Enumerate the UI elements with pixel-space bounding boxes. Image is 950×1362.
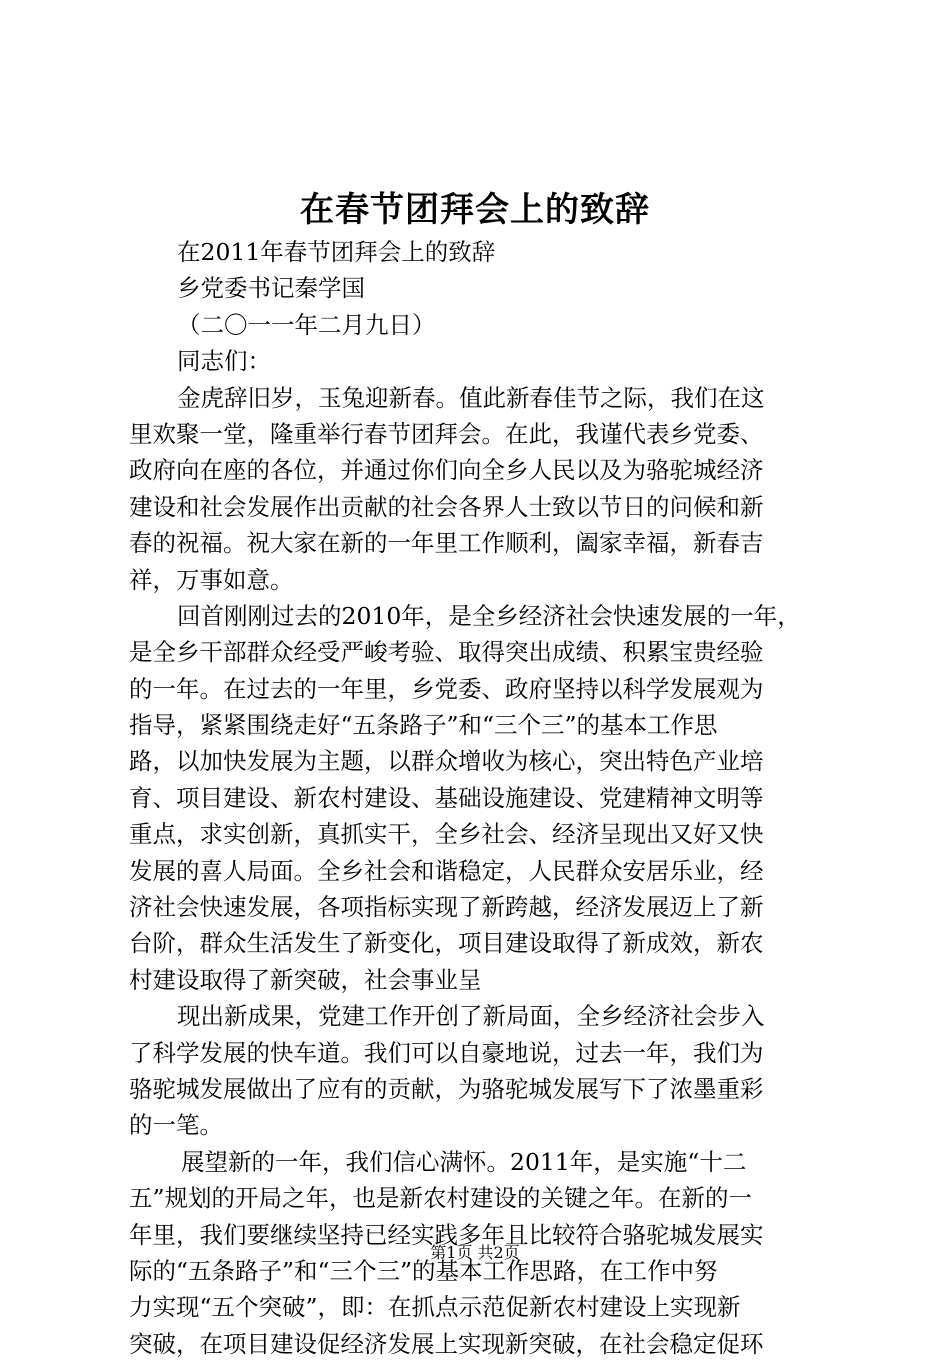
text-line: 在2011年春节团拜会上的致辞: [177, 238, 496, 266]
text-line: 突破，在项目建设促经济发展上实现新突破，在社会稳定促环: [129, 1329, 764, 1358]
document-title: 在春节团拜会上的致辞: [300, 190, 650, 230]
document-body: [129, 234, 829, 1362]
text-line: 台阶，群众生活发生了新变化，项目建设取得了新成效，新农: [129, 929, 764, 958]
text-line: 的一笔。: [129, 1111, 223, 1140]
text-line: 年里，我们要继续坚持已经实践多年且比较符合骆驼城发展实: [129, 1220, 764, 1249]
text-line: 政府向在座的各位，并通过你们向全乡人民以及为骆驼城经济: [129, 456, 764, 485]
text-line: 村建设取得了新突破，社会事业呈: [129, 965, 482, 994]
text-line: （二〇一一年二月九日）: [177, 310, 436, 339]
text-line: 建设和社会发展作出贡献的社会各界人士致以节日的问候和新: [129, 492, 764, 521]
text-line: 指导，紧紧围绕走好“五条路子”和“三个三”的基本工作思: [129, 711, 718, 740]
text-line: 金虎辞旧岁，玉兔迎新春。值此新春佳节之际，我们在这: [177, 383, 765, 412]
text-line: 重点，求实创新，真抓实干，全乡社会、经济呈现出又好又快: [129, 820, 764, 849]
text-line: 骆驼城发展做出了应有的贡献，为骆驼城发展写下了浓墨重彩: [129, 1074, 764, 1103]
text-line: 祥，万事如意。: [129, 565, 294, 594]
text-line: 现出新成果，党建工作开创了新局面，全乡经济社会步入: [177, 1002, 765, 1031]
text-line: 五”规划的开局之年，也是新农村建设的关键之年。在新的一: [129, 1184, 753, 1213]
text-line: 同志们：: [177, 347, 271, 376]
text-line: 是全乡干部群众经受严峻考验、取得突出成绩、积累宝贵经验: [129, 638, 764, 667]
text-line: 济社会快速发展，各项指标实现了新跨越，经济发展迈上了新: [129, 893, 764, 922]
text-line: 路，以加快发展为主题，以群众增收为核心，突出特色产业培: [129, 747, 764, 776]
text-line: 力实现“五个突破”，即：在抓点示范促新农村建设上实现新: [129, 1293, 741, 1322]
text-line: 的一年。在过去的一年里，乡党委、政府坚持以科学发展观为: [129, 674, 764, 703]
text-line: 了科学发展的快车道。我们可以自豪地说，过去一年，我们为: [129, 1038, 764, 1067]
page-footer: 第1页 共2页: [430, 1243, 520, 1262]
text-line: 展望新的一年，我们信心满怀。2011年，是实施“十二: [181, 1147, 747, 1176]
text-line: 育、项目建设、新农村建设、基础设施建设、党建精神文明等: [129, 783, 764, 812]
text-line: 回首刚刚过去的2010年，是全乡经济社会快速发展的一年，: [177, 601, 801, 630]
text-line: 乡党委书记秦学国: [177, 274, 365, 303]
text-line: 际的“五条路子”和“三个三”的基本工作思路，在工作中努: [129, 1256, 718, 1285]
text-line: 里欢聚一堂，隆重举行春节团拜会。在此，我谨代表乡党委、: [129, 419, 764, 448]
text-line: 春的祝福。祝大家在新的一年里工作顺利，阖家幸福，新春吉: [129, 529, 764, 558]
text-line: 发展的喜人局面。全乡社会和谐稳定，人民群众安居乐业，经: [129, 856, 764, 885]
